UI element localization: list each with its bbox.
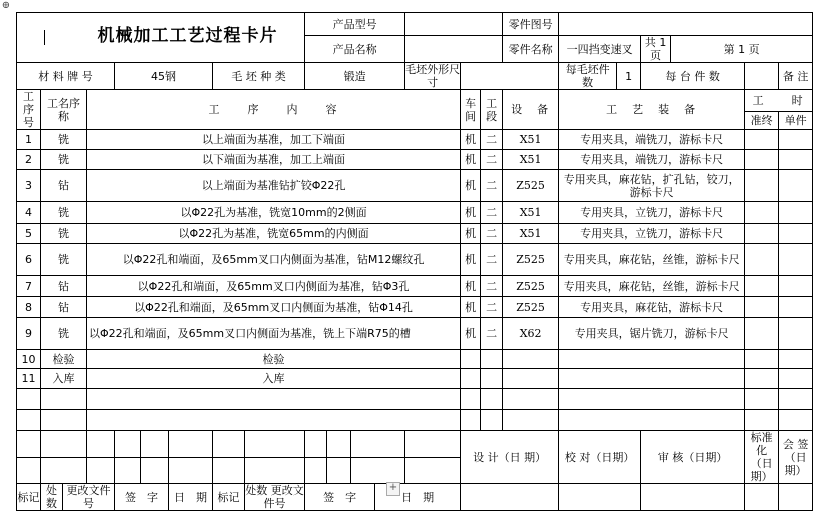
op-number: 9 [17, 318, 41, 350]
op-workshop: 机 [461, 202, 481, 224]
op-workshop [461, 369, 481, 389]
op-content[interactable]: 以Φ22孔和端面，及65mm叉口内侧面为基准，钻M12螺纹孔 [87, 244, 461, 276]
op-name: 铣 [41, 130, 87, 150]
op-content[interactable]: 以上端面为基准，加工下端面 [87, 130, 461, 150]
op-prep-time[interactable] [745, 244, 779, 276]
card-title: 机械加工工艺过程卡片 [17, 13, 305, 63]
op-equipment: Z525 [503, 170, 559, 202]
blank-size-value[interactable] [461, 63, 559, 90]
col-section-header: 工段 [481, 90, 503, 130]
rev-blank [115, 457, 141, 484]
part-name-label: 零件名称 [503, 36, 559, 63]
rev-blank [41, 431, 87, 458]
rev-date-label-2: 日 期 [375, 484, 461, 511]
op-workshop: 机 [461, 244, 481, 276]
op-unit-time[interactable] [779, 150, 813, 170]
signoff-countersign-label: 会 签（日期） [779, 431, 813, 484]
op-number: 7 [17, 276, 41, 297]
op-tooling: 专用夹具，麻花钻，丝锥，游标卡尺 [559, 276, 745, 297]
rev-mark-label-2: 标记 [213, 484, 245, 511]
rev-blank [405, 457, 461, 484]
signoff-proofread-label: 校 对（日期） [559, 431, 641, 484]
op-prep-time[interactable] [745, 150, 779, 170]
op-prep-time[interactable] [745, 350, 779, 369]
op-tooling: 专用夹具，立铣刀，游标卡尺 [559, 224, 745, 244]
table-row [17, 224, 813, 244]
signoff-proofread-value[interactable] [559, 484, 641, 511]
rev-count-label: 处数 [41, 484, 63, 511]
op-unit-time[interactable] [779, 202, 813, 224]
table-row [17, 369, 813, 389]
rev-blank [245, 457, 305, 484]
op-workshop [461, 350, 481, 369]
op-workshop: 机 [461, 224, 481, 244]
op-equipment [503, 369, 559, 389]
rev-mark-label: 标记 [17, 484, 41, 511]
op-equipment: Z525 [503, 276, 559, 297]
rev-blank [115, 431, 141, 458]
op-prep-time[interactable] [745, 130, 779, 150]
signoff-design-value[interactable] [461, 484, 559, 511]
op-number: 6 [17, 244, 41, 276]
table-row [17, 350, 813, 369]
op-workshop: 机 [461, 130, 481, 150]
op-number: 5 [17, 224, 41, 244]
col-tooling-header: 工 艺 装 备 [559, 90, 745, 130]
op-section: 二 [481, 318, 503, 350]
col-time-header: 工 时 [745, 90, 813, 112]
rev-blank [213, 431, 245, 458]
op-section: 二 [481, 170, 503, 202]
op-content[interactable]: 以Φ22孔和端面，及65mm叉口内侧面为基准，钻Φ14孔 [87, 297, 461, 318]
op-equipment: X51 [503, 130, 559, 150]
op-prep-time[interactable] [745, 297, 779, 318]
rev-date-label: 日 期 [169, 484, 213, 511]
rev-count-label-2: 处数 更改文件号 [245, 484, 304, 510]
rev-blank [41, 457, 87, 484]
rev-doc-label: 更改文件号 [63, 484, 115, 511]
table-row [17, 130, 813, 150]
op-tooling: 专用夹具，端铣刀，游标卡尺 [559, 150, 745, 170]
op-name: 铣 [41, 318, 87, 350]
table-row [17, 318, 813, 350]
op-workshop: 机 [461, 276, 481, 297]
blank-type-value[interactable]: 锻造 [305, 63, 405, 90]
rev-blank [245, 431, 305, 458]
rev-blank [351, 457, 405, 484]
op-equipment: X51 [503, 224, 559, 244]
add-row-handle-icon[interactable]: + [386, 482, 400, 496]
page-count: 共 1 页 [641, 36, 671, 63]
op-name: 铣 [41, 202, 87, 224]
op-section: 二 [481, 224, 503, 244]
product-name-label: 产品名称 [305, 36, 405, 63]
col-prep-header: 准终 [745, 112, 779, 130]
rev-sign-label-2: 签 字 [305, 484, 375, 511]
part-name-value[interactable]: 一四挡变速叉 [559, 36, 641, 63]
rev-blank [141, 431, 169, 458]
op-prep-time[interactable] [745, 170, 779, 202]
op-tooling: 专用夹具，锯片铣刀，游标卡尺 [559, 318, 745, 350]
op-equipment: X62 [503, 318, 559, 350]
op-prep-time[interactable] [745, 276, 779, 297]
op-unit-time[interactable] [779, 170, 813, 202]
op-number: 10 [17, 350, 41, 369]
op-workshop: 机 [461, 150, 481, 170]
product-name-value[interactable] [405, 36, 503, 63]
rev-blank [327, 457, 351, 484]
op-prep-time[interactable] [745, 224, 779, 244]
op-name: 铣 [41, 224, 87, 244]
op-section [481, 369, 503, 389]
col-unit-header: 单件 [779, 112, 813, 130]
rev-blank [169, 431, 213, 458]
product-model-value[interactable] [405, 13, 503, 36]
blank-size-label: 毛坯外形尺寸 [405, 63, 461, 89]
op-unit-time[interactable] [779, 318, 813, 350]
op-tooling [559, 350, 745, 369]
op-name: 入库 [41, 369, 87, 389]
op-unit-time[interactable] [779, 297, 813, 318]
rev-blank [351, 431, 405, 458]
op-tooling: 专用夹具，麻花钻，扩孔钻，铰刀，游标卡尺 [559, 170, 745, 202]
remarks-label: 备 注 [779, 63, 813, 90]
op-section: 二 [481, 244, 503, 276]
page-number: 第 1 页 [671, 36, 813, 63]
op-number: 2 [17, 150, 41, 170]
op-section: 二 [481, 202, 503, 224]
op-section: 二 [481, 150, 503, 170]
op-unit-time[interactable] [779, 224, 813, 244]
op-unit-time[interactable] [779, 276, 813, 297]
blank-type-label: 毛 坯 种 类 [213, 63, 305, 90]
op-name: 钻 [41, 297, 87, 318]
op-content[interactable]: 以Φ22孔为基准，铣宽10mm的2侧面 [87, 202, 461, 224]
col-name-header: 工名序称 [41, 90, 87, 130]
rev-blank [17, 457, 41, 484]
op-section: 二 [481, 276, 503, 297]
signoff-review-label: 审 核（日期） [641, 431, 745, 484]
signoff-review-value[interactable] [641, 484, 745, 511]
part-drawing-label: 零件图号 [503, 13, 559, 36]
rev-blank [169, 457, 213, 484]
op-section: 二 [481, 130, 503, 150]
table-row [17, 150, 813, 170]
op-section [481, 350, 503, 369]
op-tooling: 专用夹具，麻花钻，游标卡尺 [559, 297, 745, 318]
rev-blank [87, 457, 115, 484]
op-content[interactable]: 以Φ22孔和端面，及65mm叉口内侧面为基准，铣上下端R75的槽 [87, 318, 461, 350]
pieces-label: 每毛坯件数 [559, 63, 617, 90]
signoff-design-label: 设 计（日 期） [461, 431, 559, 484]
col-workshop-header: 车间 [461, 90, 481, 130]
rev-blank [17, 431, 41, 458]
rev-blank [213, 457, 245, 484]
op-equipment: X51 [503, 150, 559, 170]
part-drawing-value[interactable] [559, 13, 813, 36]
per-unit-label: 每 台 件 数 [641, 63, 745, 90]
table-row [17, 202, 813, 224]
table-row [17, 170, 813, 202]
op-number: 11 [17, 369, 41, 389]
op-number: 1 [17, 130, 41, 150]
pieces-value[interactable]: 1 [617, 63, 641, 90]
op-equipment: Z525 [503, 244, 559, 276]
table-row [17, 297, 813, 318]
rev-blank [327, 431, 351, 458]
table-move-handle-icon[interactable]: ⊕ [1, 0, 11, 11]
empty-row [17, 410, 813, 431]
op-tooling: 专用夹具，麻花钻，丝锥，游标卡尺 [559, 244, 745, 276]
op-number: 8 [17, 297, 41, 318]
per-unit-value[interactable] [745, 63, 779, 90]
op-workshop: 机 [461, 297, 481, 318]
rev-blank [305, 457, 327, 484]
rev-blank [141, 457, 169, 484]
op-name: 铣 [41, 150, 87, 170]
product-model-label: 产品型号 [305, 13, 405, 36]
op-unit-time[interactable] [779, 130, 813, 150]
op-tooling [559, 369, 745, 389]
op-name: 检验 [41, 350, 87, 369]
op-content[interactable]: 入库 [87, 369, 461, 389]
op-name: 钻 [41, 170, 87, 202]
op-content[interactable]: 以Φ22孔和端面，及65mm叉口内侧面为基准，钻Φ3孔 [87, 276, 461, 297]
op-unit-time[interactable] [779, 350, 813, 369]
signoff-standard-value[interactable] [745, 484, 779, 511]
op-name: 钻 [41, 276, 87, 297]
empty-row [17, 389, 813, 410]
signoff-countersign-value[interactable] [779, 484, 813, 511]
op-workshop: 机 [461, 170, 481, 202]
col-seq-header: 工序号 [17, 90, 41, 130]
process-card-table [16, 12, 813, 511]
op-prep-time[interactable] [745, 318, 779, 350]
signoff-standard-label: 标准化（日期） [745, 431, 779, 484]
table-row [17, 276, 813, 297]
op-workshop: 机 [461, 318, 481, 350]
text-cursor [44, 30, 45, 45]
material-label: 材 料 牌 号 [17, 63, 115, 90]
op-content[interactable]: 以Φ22孔为基准，铣宽65mm的内侧面 [87, 224, 461, 244]
op-equipment: Z525 [503, 297, 559, 318]
op-content[interactable]: 以上端面为基准钻扩铰Φ22孔 [87, 170, 461, 202]
op-unit-time[interactable] [779, 369, 813, 389]
op-content[interactable]: 检验 [87, 350, 461, 369]
op-equipment: X51 [503, 202, 559, 224]
op-content[interactable]: 以下端面为基准，加工上端面 [87, 150, 461, 170]
op-tooling: 专用夹具，立铣刀，游标卡尺 [559, 202, 745, 224]
op-section: 二 [481, 297, 503, 318]
op-name: 铣 [41, 244, 87, 276]
op-number: 3 [17, 170, 41, 202]
rev-blank [405, 431, 461, 458]
op-prep-time[interactable] [745, 369, 779, 389]
op-number: 4 [17, 202, 41, 224]
material-value[interactable]: 45钢 [115, 63, 213, 90]
col-content-header: 工 序 内 容 [87, 90, 461, 130]
op-equipment [503, 350, 559, 369]
rev-sign-label: 签 字 [115, 484, 169, 511]
op-unit-time[interactable] [779, 244, 813, 276]
rev-blank [87, 431, 115, 458]
col-equipment-header: 设 备 [503, 90, 559, 130]
rev-blank [305, 431, 327, 458]
op-prep-time[interactable] [745, 202, 779, 224]
op-tooling: 专用夹具，端铣刀，游标卡尺 [559, 130, 745, 150]
table-row [17, 244, 813, 276]
